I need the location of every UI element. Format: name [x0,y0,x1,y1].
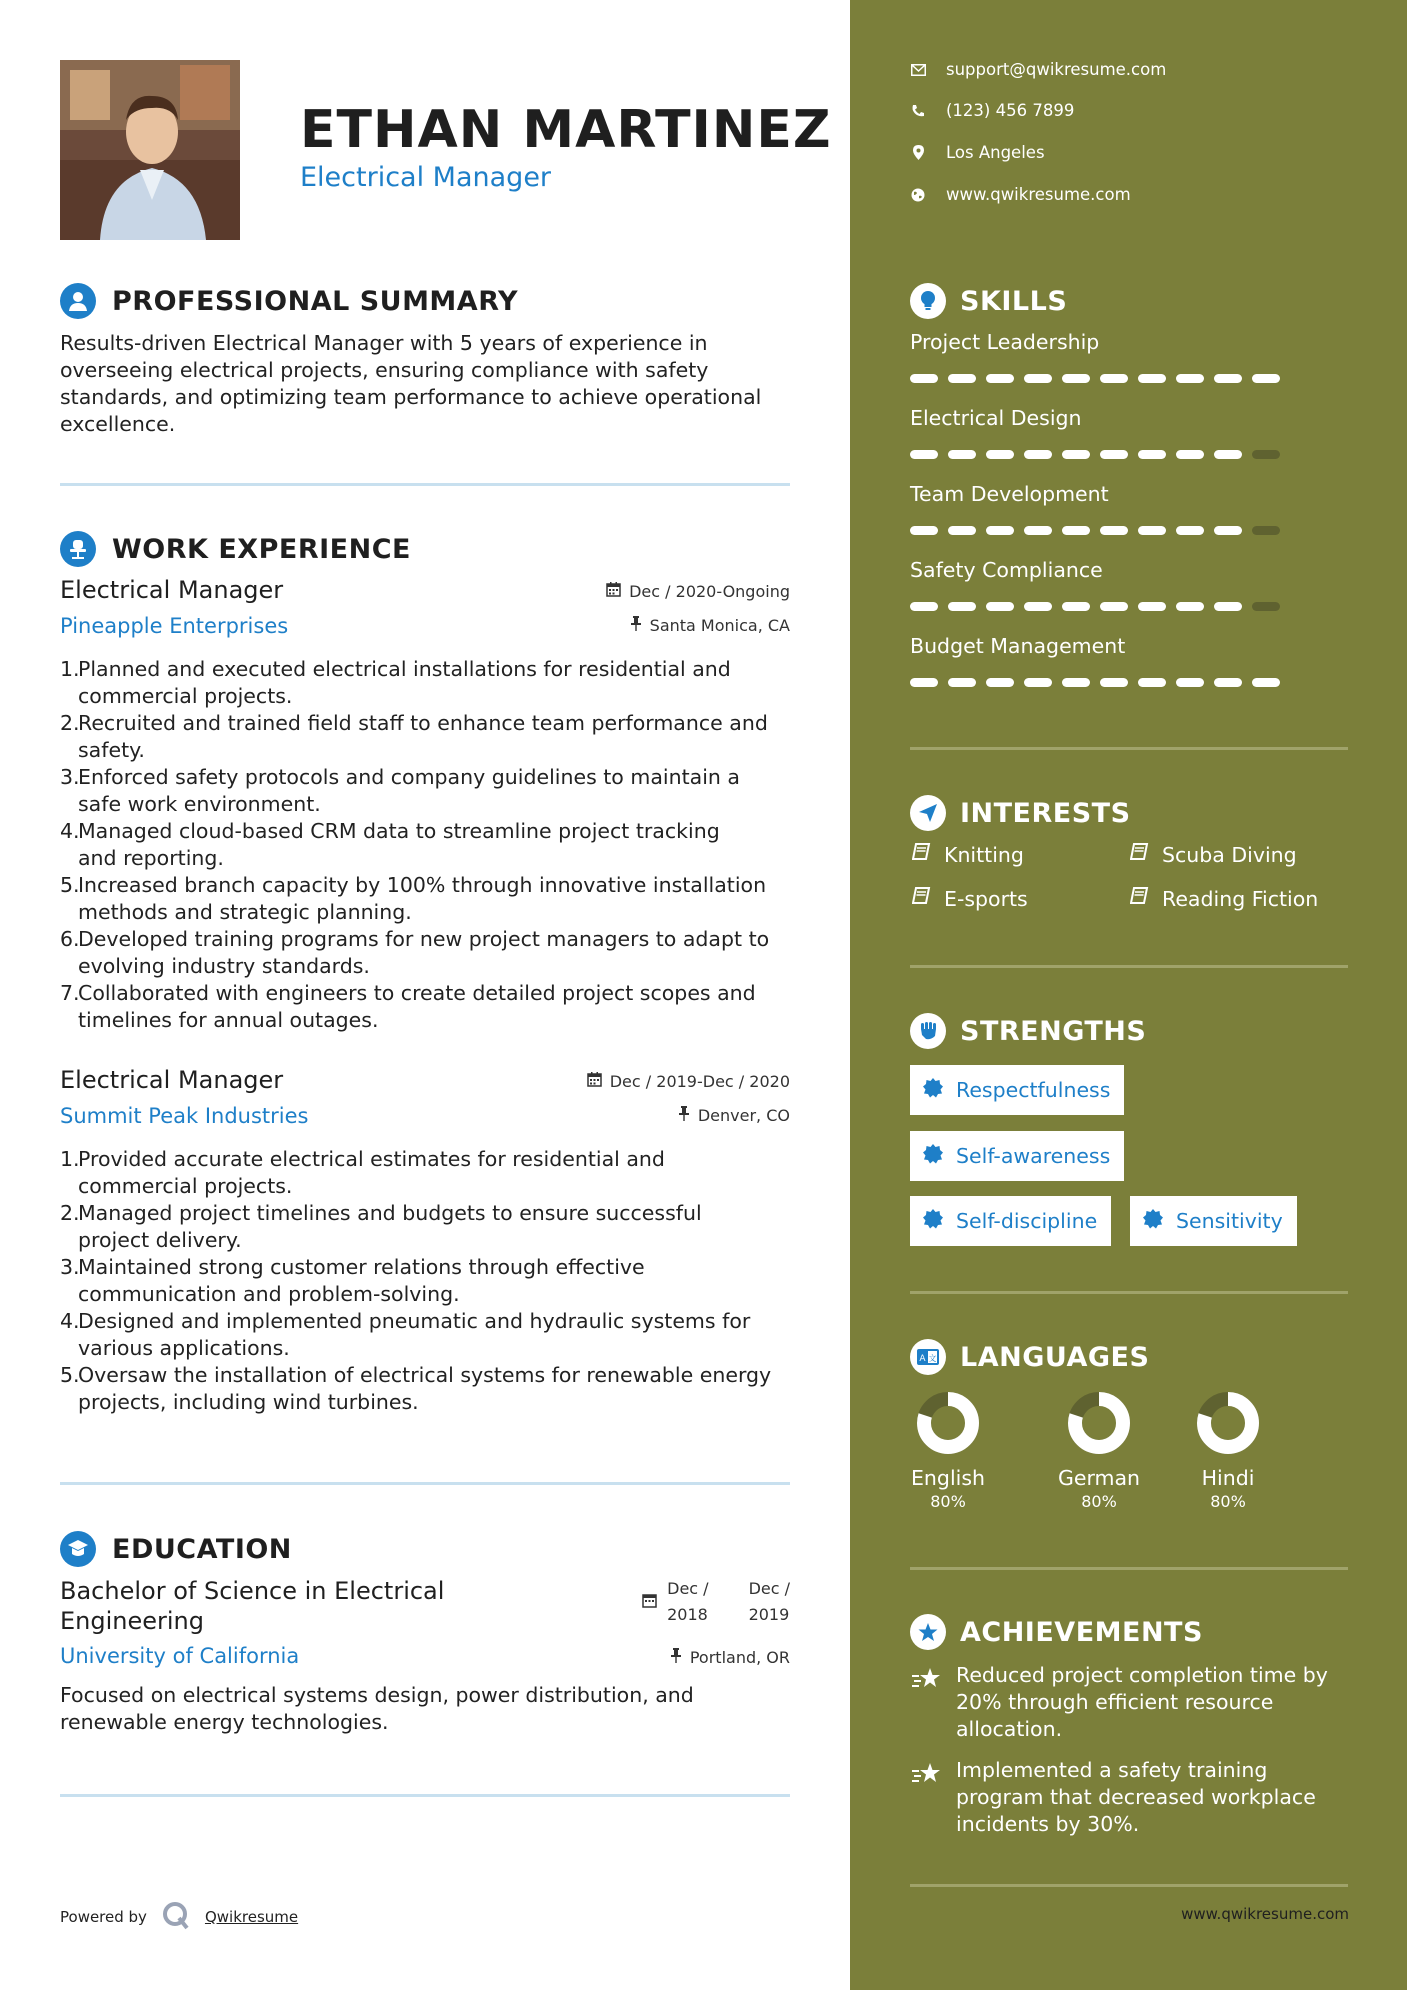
line: Developed training programs for new project managers to adapt to [78,927,770,951]
line: and reporting. [78,846,224,870]
list-item [60,1254,800,1308]
interest-label: Reading Fiction [1162,886,1319,911]
footer-branding [60,1900,298,1934]
skill-dot-filled [1100,602,1128,611]
list-number: 1. [60,1147,80,1171]
education-header [60,1531,292,1567]
list-item [60,872,800,926]
language-percent: 80% [1081,1492,1117,1511]
skill-dot-filled [910,602,938,611]
education-title: EDUCATION [112,1533,292,1565]
list-item [60,980,800,1034]
interest-item [1130,842,1297,867]
skill-name: Safety Compliance [910,558,1103,582]
skill-item [910,482,1310,535]
skill-name: Budget Management [910,634,1126,658]
skill-dot-filled [1062,450,1090,459]
skill-dot-filled [1176,602,1204,611]
education-location [670,1648,790,1667]
list-number: 2. [60,1201,80,1225]
language-percent: 80% [1210,1492,1246,1511]
start-date [642,1576,708,1628]
calendar-icon [642,1593,657,1612]
book-icon [1130,842,1150,867]
skill-dot-filled [948,602,976,611]
date-part: 2018 [667,1605,708,1624]
degree-line: Engineering [60,1607,204,1635]
star-badge-icon [910,1614,946,1650]
book-icon [912,842,932,867]
list-item [60,1146,800,1200]
line: Maintained strong customer relations through effective [78,1255,645,1279]
job-location [678,1106,790,1125]
skill-dot-empty [1252,602,1280,611]
user-icon [60,283,96,319]
divider [60,1482,790,1485]
skill-dot-filled [1100,678,1128,687]
translate-icon [910,1339,946,1375]
svg-text:文: 文 [928,1354,937,1363]
skill-dot-filled [910,526,938,535]
contact-location [910,143,1045,162]
achievements-header [910,1614,1203,1650]
skill-dot-filled [1062,678,1090,687]
skill-item [910,330,1310,383]
skill-dot-filled [1214,374,1242,383]
brand-link[interactable]: Qwikresume [204,1908,299,1926]
interest-label: Knitting [944,842,1024,867]
job-title: Electrical Manager [60,576,284,604]
interest-item [912,842,1024,867]
description-line: renewable energy technologies. [60,1710,389,1734]
skill-level [910,374,1310,383]
skill-dot-filled [1138,526,1166,535]
skill-dot-filled [1062,374,1090,383]
shooting-star-icon [910,1662,942,1743]
skill-dot-filled [910,450,938,459]
list-number: 2. [60,711,80,735]
skill-dot-filled [986,602,1014,611]
job-title: Electrical Manager [60,1066,284,1094]
job-location-text: Santa Monica, CA [649,616,790,635]
interests-header [910,795,1131,831]
interests-title: INTERESTS [960,797,1131,829]
list-number: 5. [60,1363,80,1387]
line: Recruited and trained field staff to enhance team performance and [78,711,768,735]
language-percent: 80% [930,1492,966,1511]
line: communication and problem-solving. [78,1282,460,1306]
book-icon [912,886,932,911]
education-dates [642,1576,790,1628]
line: Planned and executed electrical installations for residential and [78,657,731,681]
line: Managed project timelines and budgets to ensure successful [78,1201,702,1225]
list-text [78,1146,665,1200]
contact-email[interactable] [910,60,1166,79]
skill-dot-filled [910,678,938,687]
strengths-title: STRENGTHS [960,1015,1147,1047]
location-text: Los Angeles [946,143,1045,162]
job-company: Summit Peak Industries [60,1104,309,1128]
skill-dot-filled [1100,450,1128,459]
job-bullets [60,656,800,1034]
svg-text:A: A [919,1354,926,1364]
phone-text: (123) 456 7899 [946,101,1075,120]
description-line: Focused on electrical systems design, power distribution, and [60,1683,694,1707]
skill-name: Electrical Design [910,406,1082,430]
skill-dot-filled [1024,678,1052,687]
line: commercial projects. [78,684,293,708]
language-item [1200,1390,1256,1511]
skill-dot-filled [948,374,976,383]
language-donut [915,1390,981,1456]
achievement-item [910,1662,1350,1743]
list-item [60,764,800,818]
powered-by-label: Powered by [60,1908,147,1926]
skill-dot-filled [1138,678,1166,687]
line: Enforced safety protocols and company guidelines to maintain a [78,765,740,789]
divider [910,1884,1348,1887]
education-location-text: Portland, OR [689,1648,790,1667]
skill-dot-empty [1252,450,1280,459]
skill-dot-filled [910,374,938,383]
list-number: 4. [60,1309,80,1333]
footer-website[interactable]: www.qwikresume.com [1181,1905,1349,1923]
qwikresume-logo-icon [161,1900,191,1934]
list-item [60,1308,800,1362]
graduation-cap-icon [60,1531,96,1567]
list-text [78,656,731,710]
job-company: Pineapple Enterprises [60,614,289,638]
pin-icon [630,616,642,635]
date-part: 2019 [748,1605,790,1624]
interest-label: Scuba Diving [1162,842,1297,867]
pin-icon [678,1106,690,1125]
skill-level [910,526,1310,535]
divider [60,1794,790,1797]
skill-dot-filled [1214,602,1242,611]
fist-icon [910,1013,946,1049]
line: Designed and implemented pneumatic and hydraulic systems for [78,1309,751,1333]
list-item [60,656,800,710]
line: projects, including wind turbines. [78,1390,419,1414]
list-item [60,1362,800,1416]
location-pin-icon [910,145,926,161]
calendar-icon [606,582,621,601]
summary-line: overseeing electrical projects, ensuring compliance with safety [60,358,709,382]
skill-dot-filled [1024,526,1052,535]
badge-icon [1142,1208,1164,1235]
job-location [630,616,790,635]
job-date [606,582,790,601]
badge-icon [922,1208,944,1235]
job-bullets [60,1146,800,1416]
achievement-line: 20% through efficient resource [956,1690,1274,1714]
skill-level [910,602,1310,611]
calendar-icon [587,1072,602,1091]
list-text [78,764,740,818]
strength-badge [910,1131,1124,1181]
divider [910,1291,1348,1294]
skill-name: Project Leadership [910,330,1100,354]
education-entry [60,1576,790,1734]
skill-dot-filled [1100,374,1128,383]
skill-dot-filled [1214,678,1242,687]
interest-item [912,886,1028,911]
skill-dot-filled [1062,602,1090,611]
list-item [60,1200,800,1254]
divider [910,747,1348,750]
list-number: 3. [60,765,80,789]
skill-dot-filled [1138,374,1166,383]
contact-phone[interactable] [910,101,1074,120]
candidate-name: ETHAN MARTINEZ [300,100,832,160]
divider [910,1567,1348,1570]
list-text [78,1254,645,1308]
languages-header [910,1339,1149,1375]
skill-item [910,634,1310,687]
divider [60,483,790,486]
skill-dot-filled [986,450,1014,459]
skill-dot-filled [986,678,1014,687]
strength-label: Sensitivity [1176,1209,1283,1233]
achievement-text [956,1757,1316,1838]
line: project delivery. [78,1228,242,1252]
badge-icon [922,1143,944,1170]
skills-title: SKILLS [960,285,1068,317]
achievement-line: incidents by 30%. [956,1812,1140,1836]
job-location-text: Denver, CO [697,1106,790,1125]
line: timelines for annual outages. [78,1008,379,1032]
skill-level [910,450,1310,459]
line: safety. [78,738,145,762]
summary-line: excellence. [60,412,176,436]
list-text [78,980,756,1034]
job-date-text: Dec / 2020-Ongoing [629,582,790,601]
skill-dot-filled [1138,602,1166,611]
skill-dot-filled [1024,450,1052,459]
job-date-text: Dec / 2019-Dec / 2020 [609,1072,790,1091]
skill-dot-filled [1176,450,1204,459]
line: commercial projects. [78,1174,293,1198]
summary-header [60,283,518,319]
skill-dot-filled [1214,450,1242,459]
list-text [78,1308,750,1362]
date-part: Dec / [748,1579,790,1598]
achievement-line: allocation. [956,1717,1063,1741]
skill-dot-filled [1062,526,1090,535]
contact-website[interactable] [910,185,1131,204]
achievement-line: program that decreased workplace [956,1785,1316,1809]
website-text: www.qwikresume.com [946,185,1131,204]
line: various applications. [78,1336,290,1360]
achievement-line: Implemented a safety training [956,1758,1268,1782]
achievement-item [910,1757,1350,1838]
strength-label: Self-discipline [956,1209,1098,1233]
degree-line: Bachelor of Science in Electrical [60,1577,445,1605]
list-number: 3. [60,1255,80,1279]
skill-item [910,558,1310,611]
language-donut [1066,1390,1132,1456]
skill-dot-filled [1252,374,1280,383]
line: Increased branch capacity by 100% through innovative installation [78,873,767,897]
book-icon [1130,886,1150,911]
envelope-icon [910,62,926,78]
skill-dot-filled [948,526,976,535]
list-text [78,1200,702,1254]
list-number: 4. [60,819,80,843]
languages-title: LANGUAGES [960,1341,1150,1373]
strength-label: Respectfulness [956,1078,1111,1102]
education-description [60,1682,800,1736]
phone-icon [910,103,926,119]
skill-dot-filled [986,374,1014,383]
badge-icon [922,1077,944,1104]
globe-icon [910,187,926,203]
summary-title: PROFESSIONAL SUMMARY [112,285,519,317]
experience-title: WORK EXPERIENCE [112,533,411,565]
summary-text [60,330,800,438]
skill-dot-empty [1252,526,1280,535]
pin-icon [670,1648,682,1667]
skill-dot-filled [1176,374,1204,383]
skill-dot-filled [1024,374,1052,383]
list-text [78,1362,771,1416]
skills-header [910,283,1067,319]
skill-name: Team Development [910,482,1109,506]
skill-dot-filled [1176,678,1204,687]
language-name: English [910,1466,986,1490]
list-text [78,818,720,872]
list-text [78,710,768,764]
list-number: 7. [60,981,80,1005]
line: methods and strategic planning. [78,900,412,924]
line: Provided accurate electrical estimates for residential and [78,1147,665,1171]
list-number: 1. [60,657,80,681]
language-item [910,1390,986,1511]
line: evolving industry standards. [78,954,370,978]
skill-dot-filled [1214,526,1242,535]
job-entry [60,576,790,1032]
job-date [587,1072,790,1091]
email-text: support@qwikresume.com [946,60,1167,79]
lightbulb-icon [910,283,946,319]
divider [910,965,1348,968]
achievement-text [956,1662,1328,1743]
candidate-title: Electrical Manager [300,162,552,193]
date-part: Dec / [667,1579,709,1598]
summary-line: standards, and optimizing team performance to achieve operational [60,385,762,409]
skill-dot-filled [986,526,1014,535]
language-name: German [1057,1466,1141,1490]
list-item [60,818,800,872]
strengths-header [910,1013,1146,1049]
experience-header [60,531,411,567]
interest-item [1130,886,1318,911]
strength-badge [1130,1196,1297,1246]
line: Oversaw the installation of electrical systems for renewable energy [78,1363,772,1387]
skill-dot-filled [1138,450,1166,459]
skill-dot-filled [1252,678,1280,687]
skill-dot-filled [948,450,976,459]
skill-item [910,406,1310,459]
skill-dot-filled [1100,526,1128,535]
paper-plane-icon [910,795,946,831]
language-item [1056,1390,1142,1511]
skill-dot-filled [1024,602,1052,611]
end-date [749,1576,790,1628]
strength-badge [910,1065,1124,1115]
skill-dot-filled [1176,526,1204,535]
interest-label: E-sports [944,886,1028,911]
skill-level [910,678,1310,687]
briefcase-chair-icon [60,531,96,567]
summary-line: Results-driven Electrical Manager with 5 years of experience in [60,331,708,355]
list-number: 6. [60,927,80,951]
school: University of California [60,1644,300,1668]
strength-label: Self-awareness [956,1144,1111,1168]
language-donut [1195,1390,1261,1456]
list-text [78,872,766,926]
achievements-title: ACHIEVEMENTS [960,1616,1203,1648]
profile-photo [60,60,240,240]
list-number: 5. [60,873,80,897]
line: Collaborated with engineers to create detailed project scopes and [78,981,756,1005]
end-date-text [749,1576,790,1628]
line: safe work environment. [78,792,321,816]
achievement-line: Reduced project completion time by [956,1663,1328,1687]
language-name: Hindi [1201,1466,1255,1490]
job-entry [60,1066,790,1414]
list-text [78,926,769,980]
strength-badge [910,1196,1111,1246]
list-item [60,926,800,980]
shooting-star-icon [910,1757,942,1838]
skill-dot-filled [948,678,976,687]
list-item [60,710,800,764]
start-date-text [667,1576,708,1628]
line: Managed cloud-based CRM data to streamline project tracking [78,819,720,843]
